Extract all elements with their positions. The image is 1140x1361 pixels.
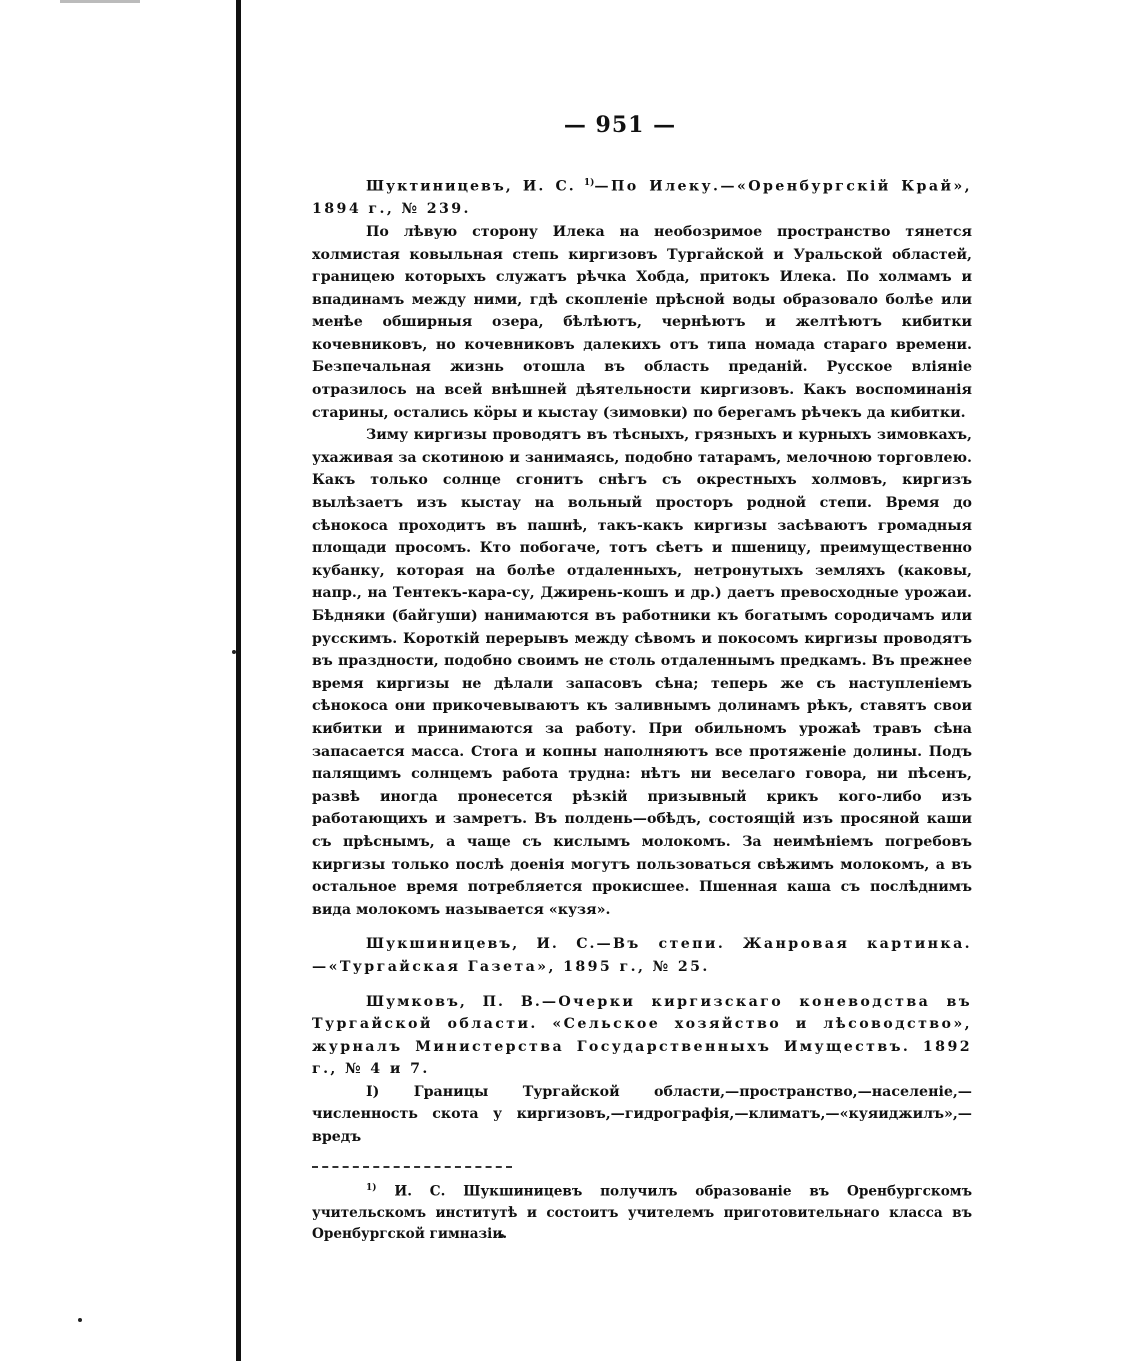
scan-speck bbox=[78, 1318, 82, 1322]
entry-citation: —По Илеку.—«Оренбургскій Край», 1894 г., № 239. bbox=[312, 178, 972, 218]
entry-heading bbox=[312, 933, 972, 978]
scan-speck bbox=[232, 650, 236, 654]
footnote-marker: 1) bbox=[366, 1183, 377, 1193]
entry-author: Шуктиницевъ, И. С. bbox=[366, 178, 576, 195]
entry-heading bbox=[312, 991, 972, 1081]
entry-paragraph: I) Границы Тургайской области,—пространство,—населеніе,—численность скота у киргизовъ,—гидрографія,—климатъ,—«куяиджилъ»,—вредъ bbox=[312, 1083, 972, 1146]
footnote-rule bbox=[312, 1166, 512, 1168]
entry-heading bbox=[312, 172, 972, 221]
entry-citation: —Очерки киргизскаго коневодства въ Тургайской области. «Сельское хозяйство и лѣсоводство», журналъ Министерства Государственныхъ Имуществъ. 1892 г., № 4 и 7. bbox=[312, 993, 972, 1078]
entry-paragraph: По лѣвую сторону Илека на необозримое пространство тянется холмистая ковыльная степь киргизовъ Тургайской и Уральской областей, границею которыхъ служатъ рѣчка Хобда, притокъ Илека. По холмамъ и впадинамъ между ними, гдѣ скопленіе прѣсной воды образовало болѣе или менѣе обширныя озера, бѣлѣютъ, чернѣютъ и желтѣютъ кибитки кочевниковъ, но кочевниковъ далекихъ отъ типа номада стараго времени. Безпечальная жизнь отошла въ область преданій. Русское вліяніе отразилось на всей внѣшней дѣятельности киргизовъ. Какъ воспоминанія старины, остались кöры и кыстау (зимовки) по берегамъ рѣчекъ да кибитки. bbox=[312, 223, 972, 421]
scan-artifact bbox=[60, 0, 140, 3]
entry-citation: —Въ степи. Жанровая картинка.—«Тургайская Газета», 1895 г., № 25. bbox=[312, 936, 972, 975]
binding-edge bbox=[236, 0, 241, 1361]
entry-shuktinitsev bbox=[312, 172, 972, 1149]
entry-paragraph: Зиму киргизы проводятъ въ тѣсныхъ, грязныхъ и курныхъ зимовкахъ, ухаживая за скотиною и занимаясь, подобно татарамъ, мелочною торговлею. Какъ только солнце сгонитъ снѣгъ съ окрестныхъ холмовъ, киргизъ вылѣзаетъ изъ кыстау на вольный просторъ родной степи. Время до сѣнокоса проходитъ въ пашнѣ, такъ-какъ киргизы засѣваютъ громадныя площади просомъ. Кто побогаче, тотъ сѣетъ и пшеницу, преимущественно кубанку, которая на болѣе отдаленныхъ, нетронутыхъ земляхъ (каковы, напр., на Тентекъ-кара-су, Джирень-кошъ и др.) даетъ превосходные урожаи. Бѣдняки (байгуши) нанимаются въ работники къ богатымъ сородичамъ или русскимъ. Короткій перерывъ между сѣвомъ и покосомъ киргизы проводятъ въ праздности, подобно своимъ не столь отдаленнымъ предкамъ. Въ прежнее время киргизы не дѣлали запасовъ сѣна; теперь же съ наступленіемъ сѣнокоса они прикочевываютъ къ заливнымъ долинамъ рѣкъ, ставятъ свои кибитки и принимаются за работу. При обильномъ урожаѣ травъ сѣна запасается масса. Стога и копны наполняютъ все протяженіе долины. Подъ палящимъ солнцемъ работа трудна: нѣтъ ни веселаго говора, ни пѣсенъ, развѣ иногда пронесется рѣзкій призывный крикъ кого-либо изъ работающихъ и замретъ. Въ полдень—обѣдъ, состоящій изъ просяной каши съ прѣснымъ, а чаще съ кислымъ молокомъ. За неимѣніемъ погребовъ киргизы только послѣ доенія могутъ пользоваться свѣжимъ молокомъ, а въ остальное время потребляется прокисшее. Пшенная каша съ послѣднимъ вида молокомъ называется «кузя». bbox=[312, 427, 972, 918]
entry-author: Шумковъ, П. В. bbox=[366, 993, 542, 1010]
footnote bbox=[312, 1178, 972, 1245]
footnote-text: И. С. Шукшиницевъ получилъ образованіе въ Оренбургскомъ учительскомъ институтѣ и состоитъ учителемъ приготовительнаго класса въ Оренбургской гимназіи. bbox=[312, 1183, 972, 1242]
entry-author: Шукшиницевъ, И. С. bbox=[366, 936, 597, 953]
page-number: — 951 — bbox=[563, 112, 677, 138]
footnote-ref: 1) bbox=[583, 178, 595, 188]
